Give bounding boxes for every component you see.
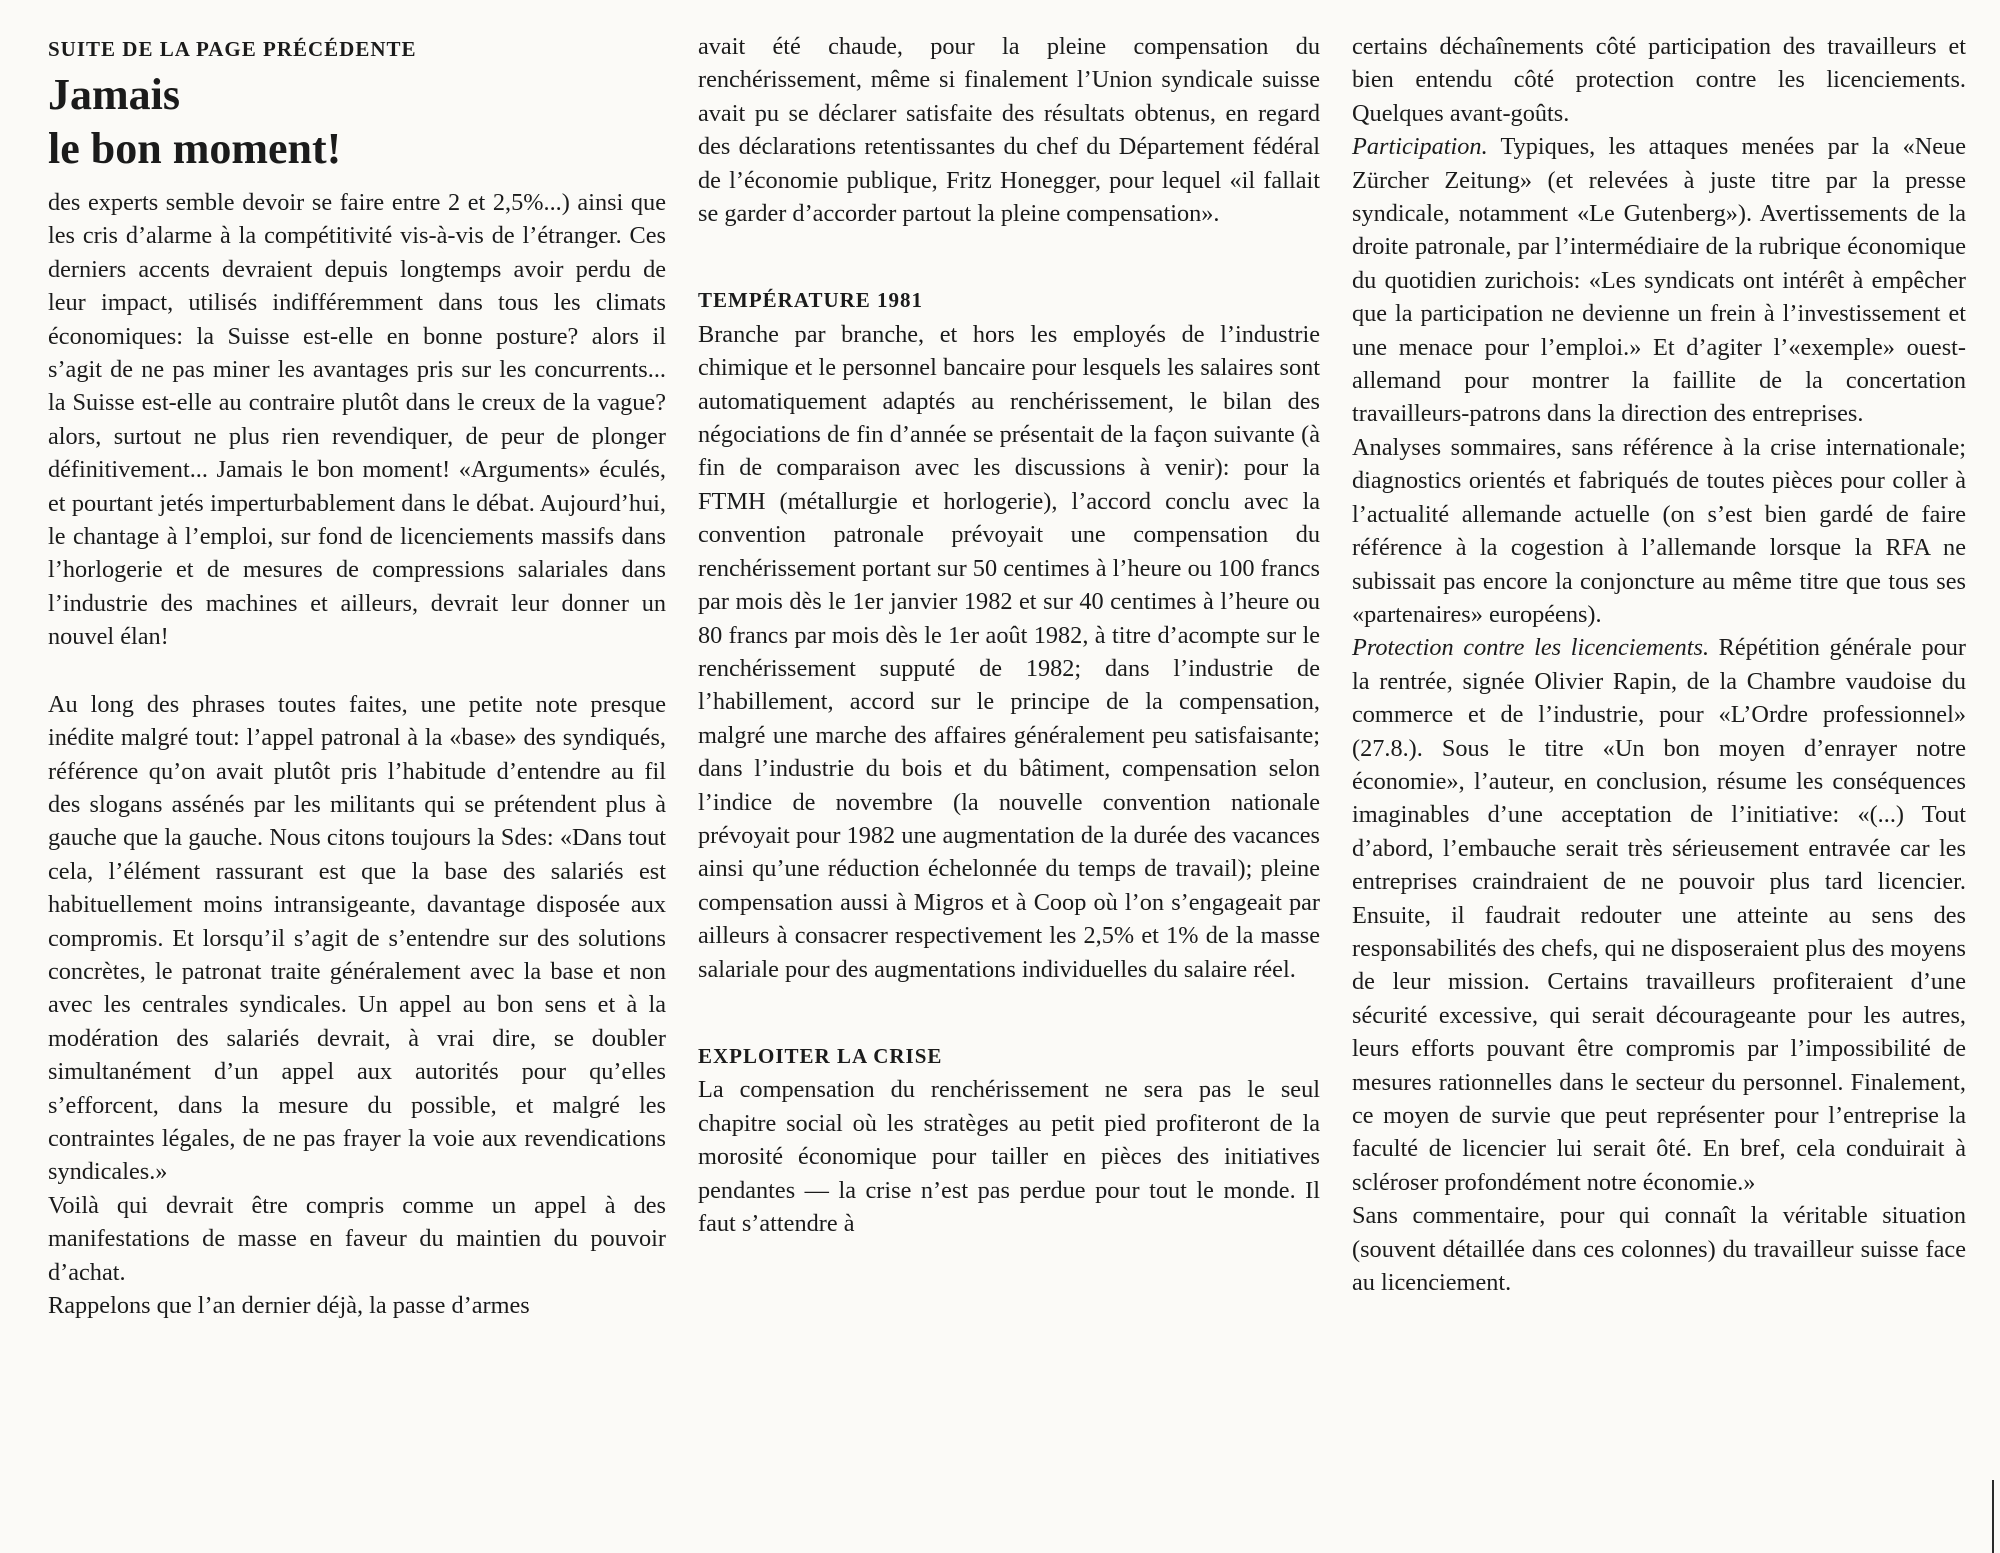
paragraph: Au long des phrases toutes faites, une petite note presque inédite malgré tout: l’appel patronal à la «base» des syndiqués, référence qu’on avait plutôt pris l’habitude d’entendre au fil des slogans assénés par les militants qui se prétendent plus à gauche que la gauche. Nous citons toujours la Sdes: «Dans tout cela, l’élément rassurant est que la base des salariés est habituellement moins intransigeante, davantage disposée aux compromis. Et lorsqu’il s’agit de s’entendre sur des solutions concrètes, le patronat traite généralement avec la base et non avec les centrales syndicales. Un appel au bon sens et à la modération des salariés devrait, à vrai dire, se doubler simultanément d’un appel aux autorités pour qu’elles s’efforcent, dans la mesure du possible, et malgré les contraintes légales, de ne pas frayer la voie aux revendications syndicales.» [48, 690, 666, 1186]
section-lead: Protection contre les licenciements. [1352, 634, 1710, 662]
paragraph: Voilà qui devrait être compris comme un appel à des manifestations de masse en faveur du maintien du pouvoir d’achat. [48, 1191, 666, 1286]
paragraph: Rappelons que l’an dernier déjà, la passe d’armes [48, 1292, 530, 1319]
spacer [698, 986, 1320, 1040]
subheading-crise: EXPLOITER LA CRISE [698, 1043, 943, 1068]
spacer [698, 230, 1320, 284]
column-1 [48, 30, 666, 1322]
section-lead: Participation. [1352, 133, 1488, 161]
paragraph-body: Typiques, les attaques menées par la «Neue Zürcher Zeitung» (et relevées à juste titre par la presse syndicale, notamment «Le Gutenberg»). Avertissements de la droite patronale, par l’intermédiaire de la rubrique économique du quotidien zurichois: «Les syndicats ont intérêt à empêcher que la participation ne devienne un frein à l’investissement et une menace pour l’emploi.» Et d’agiter l’«exemple» ouest-allemand pour montrer la faillite de la concertation travailleurs-patrons dans la direction des entreprises. [1352, 133, 1966, 428]
paragraph: La compensation du renchérissement ne sera pas le seul chapitre social où les stratèges au petit pied profiteront de la morosité économique pour tailler en pièces des initiatives pendantes — la crise n’est pas perdue pour tout le monde. Il faut s’attendre à [698, 1076, 1320, 1237]
kicker: SUITE DE LA PAGE PRÉCÉDENTE [48, 37, 417, 61]
paragraph-protection [1352, 631, 1966, 1199]
paragraph-body: Répétition générale pour la rentrée, signée Olivier Rapin, de la Chambre vaudoise du commerce et de l’industrie, pour «L’Ordre professionnel» (27.8.). Sous le titre «Un bon moyen d’enrayer notre économie», l’auteur, en conclusion, résume les conséquences imaginables d’une acceptation de l’initiative: «(...) Tout d’abord, l’embauche serait très sérieusement entravée car les entreprises craindraient de ne pouvoir plus tard licencier. Ensuite, il faudrait redouter une atteinte au sens des responsabilités des chefs, qui ne disposeraient plus des moyens de leur mission. Certains travailleurs profiteraient d’une sécurité excessive, qui serait décourageante pour les autres, leurs efforts pouvant être compromis par l’impossibilité de mesures rationnelles dans le secteur du personnel. Finalement, ce moyen de survie que peut représenter pour l’entreprise la faculté de licencier lui serait ôté. En bref, cela conduirait à scléroser profondément notre économie.» [1352, 634, 1966, 1196]
paragraph: des experts semble devoir se faire entre 2 et 2,5%...) ainsi que les cris d’alarme à la compétitivité vis-à-vis de l’étranger. Ces derniers accents devraient depuis longtemps avoir perdu de leur impact, utilisés indifféremment dans tous les climats économiques: la Suisse est-elle en bonne posture? alors il s’agit de ne pas miner les avantages pris sur les concurrents... la Suisse est-elle au contraire plutôt dans le creux de la vague? alors, surtout ne plus rien revendiquer, de peur de plonger définitivement... Jamais le bon moment! «Arguments» éculés, et pourtant jetés imperturbablement dans le débat. Aujourd’hui, le chantage à l’emploi, sur fond de licenciements massifs dans l’horlogerie et de mesures de compressions salariales dans l’industrie des machines et ailleurs, devrait leur donner un nouvel élan! [48, 189, 666, 651]
spacer [48, 654, 666, 688]
page-edge-rule [1992, 1480, 1994, 1553]
column-3 [1352, 30, 1966, 1299]
paragraph-participation [1352, 130, 1966, 431]
paragraph: Sans commentaire, pour qui connaît la véritable situation (souvent détaillée dans ces colonnes) du travailleur suisse face au licenciement. [1352, 1202, 1966, 1297]
paragraph: Analyses sommaires, sans référence à la crise internationale; diagnostics orientés et fabriqués de toutes pièces pour coller à l’actualité allemande actuelle (on s’est bien gardé de faire référence à la cogestion à l’allemande lorsque la RFA ne subissait pas encore la conjoncture au même titre que tous ses «partenaires» européens). [1352, 433, 1966, 628]
paragraph: avait été chaude, pour la pleine compensation du renchérissement, même si finalement l’Union syndicale suisse avait pu se déclarer satisfaite des résultats obtenus, en regard des déclarations retentissantes du chef du Département fédéral de l’économie publique, Fritz Honegger, pour lequel «il fallait se garder d’accorder partout la pleine compensation». [698, 33, 1320, 228]
paragraph: certains déchaînements côté participation des travailleurs et bien entendu côté protection contre les licenciements. Quelques avant-goûts. [1352, 33, 1966, 127]
paragraph: Branche par branche, et hors les employés de l’industrie chimique et le personnel bancaire pour lesquels les salaires sont automatiquement adaptés au renchérissement, le bilan des négociations de fin d’année se présentait de la façon suivante (à fin de comparaison avec les discussions à venir): pour la FTMH (métallurgie et horlogerie), l’accord conclu avec la convention patronale prévoyait une compensation du renchérissement portant sur 50 centimes à l’heure ou 100 francs par mois dès le 1er janvier 1982 et sur 40 centimes à l’heure ou 80 francs par mois dès le 1er août 1982, à titre d’acompte sur le renchérissement supputé de 1982; dans l’industrie de l’habillement, accord sur le principe de la compensation, malgré une marche des affaires généralement peu satisfaisante; dans l’industrie du bois et du bâtiment, compensation selon l’indice de novembre (la nouvelle convention nationale prévoyait pour 1982 une augmentation de la durée des vacances ainsi qu’une réduction échelonnée du temps de travail); pleine compensation aussi à Migros et à Coop où l’on s’engageait par ailleurs à consacrer respectivement les 2,5% et 1% de la masse salariale pour des augmentations individuelles du salaire réel. [698, 320, 1320, 983]
subheading-temperature: TEMPÉRATURE 1981 [698, 288, 924, 313]
headline-line-1: Jamais [48, 70, 180, 119]
headline [48, 68, 666, 176]
column-2 [698, 30, 1320, 1240]
headline-line-2: le bon moment! [48, 124, 342, 173]
